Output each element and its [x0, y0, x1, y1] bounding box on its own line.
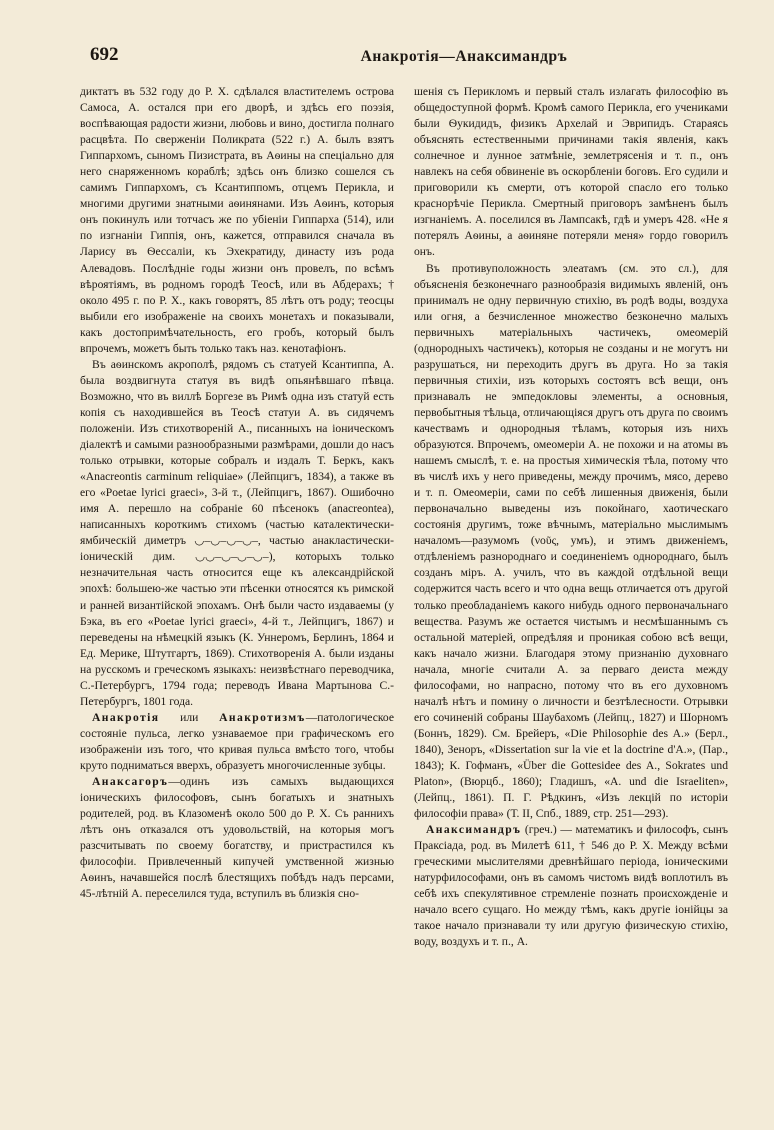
running-head: Анакротія—Анаксимандръ — [360, 48, 568, 65]
entry-anaxagoras — [80, 774, 394, 902]
entry-headword: Анаксагоръ — [92, 775, 169, 789]
anacreon-continuation: диктатъ въ 532 году до Р. Х. сдѣлался властителемъ острова Самоса, А. остался при его дворѣ, и здѣсь его поэзія, воспѣвающая радости жизни, любовь и вино, достигла полнаго расцвѣта. По сверженіи Поликрата (522 г.) А. былъ взятъ Гиппархомъ, сыномъ Пизистрата, въ Аѳины на спеціально для него снаряженномъ кораблѣ; здѣсь онъ близко сошелся съ самимъ Гиппархомъ, съ Ксантиппомъ, отцемъ Перикла, и многими другими знатными аѳинянами. Изъ Аѳинъ, которыя онъ покинулъ или тотчасъ же по убіеніи Гиппарха (514), или по изгнаніи Гиппія, онъ, кажется, отправился сначала въ Ларису въ Ѳессаліи, къ Эхекратиду, династу изъ рода Алевадовъ. Послѣдніе годы жизни онъ провелъ, по всѣмъ вѣроятіямъ, въ родномъ городѣ Теосѣ, или въ Абдерахъ; † около 495 г. по Р. Х., какъ говорятъ, 85 лѣтъ отъ роду; теосцы выбили его изображеніе на своихъ монетахъ и показывали, какъ достопримѣчательность, его гробъ, который былъ впрочемъ, можетъ быть только такъ наз. кенотафіонъ. — [80, 85, 394, 355]
right-column — [414, 84, 728, 951]
entry-body: (греч.) — математикъ и философъ, сынъ Праксіада, род. въ Милетѣ 611, † 546 до Р. Х. Между всѣми греческими мыслителями древнѣйшаго періода, іоническими натурфилософами, онъ въ самомъ чистомъ видѣ воплотилъ въ себѣ ихъ спекулятивное стремленіе познать происхожденіе и начало всего сущаго. Но между тѣмъ, какъ другіе іонійцы за такое начало признавали ту или другую физическую стихію, воду, воздухъ и т. п., А. — [414, 823, 728, 949]
entry-anaximander — [414, 822, 728, 950]
page-number: 692 — [90, 44, 119, 65]
left-column — [80, 84, 394, 951]
text-columns — [80, 84, 728, 951]
anacreon-statues-paragraph: Въ аѳинскомъ акрополѣ, рядомъ съ статуей Ксантиппа, А. была воздвигнута статуя въ видѣ опьянѣвшаго пѣвца. Возможно, что въ виллѣ Боргезе въ Римѣ одна изъ статуй есть копія съ находившейся въ Теосѣ статуи А. въ сидячемъ положеніи. Изъ стихотвореній А., писанныхъ на іоническомъ діалектѣ и самыми разнообразными размѣрами, дошли до насъ только отрывки, которые собралъ и издалъ Т. Беркъ, какъ «Anacreontis carminum reliquiae» (Лейпцигъ, 1834), а также въ его «Poetae lyrici graeci», 3-й т., (Лейпцигъ, 1867). Ошибочно имя А. перешло на собраніе 60 пѣсенокъ (anacreontea), написанныхъ короткимъ стихомъ (частью каталектически-ямбическій диметръ ◡–◡–◡–◡–, частью анакластически-іоническій дим. ◡◡–◡–◡–◡–), которыхъ только незначительная часть относится еще къ александрійской эпохѣ: большею-же частью эти пѣсенки относятся къ римской и ранней византійской эпохамъ. Онѣ были часто издаваемы (у Бэка, въ его «Poetae lyrici graeci», 4-й т., Лейпцигъ, 1867) и переведены на нѣмецкій языкъ (К. Уннеромъ, Берлинъ, 1864 и Ед. Мерике, Штутгартъ, 1869). Стихотворенія А. были изданы на русскомъ и греческомъ языкахъ: неизвѣстнаго переводчика, С.-Петербургъ, 1794 года; переводъ Ивана Мартынова С.-Петербургъ, 1801 года. — [80, 357, 394, 708]
anaxagoras-continuation: шенія съ Перикломъ и первый сталъ излагать философію въ общедоступной формѣ. Кромѣ самого Перикла, его учениками были Ѳукидидъ, физикъ Архелай и Эврипидъ. Стараясь объяснять естественными причинами такія явленія, какъ солнечное и лунное затмѣніе, землетрясенія и т. п., онъ навлекъ на себя обвиненіе въ оскорбленіи боговъ. Его судили и приговорили къ смерти, отъ которой спасло его только краснорѣчіе Перикла. Смертный приговоръ замѣненъ былъ изгнаніемъ. А. поселился въ Лампсакѣ, гдѣ и умеръ 428. «Не я потерялъ Аѳины, а аѳиняне потеряли меня» гордо говорилъ онъ. — [414, 85, 728, 259]
entry-anacrotia — [80, 710, 394, 774]
entry-headword-alt: Анакротизмъ — [219, 710, 306, 724]
entry-body: —одинъ изъ самыхъ выдающихся іоническихъ философовъ, сынъ богатыхъ и знатныхъ родителей, род. въ Клазоменѣ около 500 до Р. Х. Съ раннихъ лѣтъ онъ отказался отъ удовольствій, на которыя могъ разсчитывать по своему богатству, и пристрастился къ философіи. Привлеченный кипучей умственной жизнью Аѳинъ, начавшейся послѣ блестящихъ побѣдъ надъ персами, 45-лѣтній А. переселился туда, вступилъ въ близкія сно- — [80, 775, 394, 901]
entry-headword: Анакротія — [92, 710, 160, 724]
entry-body: —патологическое состояніе пульса, легко узнаваемое при графическомъ его изображеніи изъ того, что кривая пульса вмѣсто того, чтобы круто подниматься вверхъ, образуетъ многочисленные зубцы. — [80, 710, 394, 772]
anaxagoras-philosophy-paragraph: Въ противуположность элеатамъ (см. это сл.), для объясненія безконечнаго разнообразія видимыхъ явленій, онъ принималъ не одну первичную стихію, въ родѣ воды, воздуха или огня, а безчисленное множество безконечно малыхъ первичныхъ матеріальныхъ частичекъ, омеомерій (однородныхъ частичекъ), которыя не созданы и не могутъ ни разрушаться, ни переходить другъ въ друга. Но за такія первичныя стихіи, изъ которыхъ состоятъ всѣ вещи, онъ признавалъ не эмпедокловы элементы, а основныя, первобытныя тѣльца, отличающіяся другъ отъ друга по своимъ качествамъ и однородныя тѣламъ, которыя изъ нихъ образуются. Впрочемъ, омеомеріи А. не похожи и на атомы въ нашемъ смыслѣ, т. е. на простыя химическія тѣла, потому что въ числѣ ихъ у него приведены, между прочимъ, мясо, дерево и т. п. Омеомеріи, сами по себѣ лишенныя движенія, были первоначально выведены изъ покойнаго, хаотическаго состоянія другимъ, тоже вѣчнымъ, матеріально мыслимымъ началомъ—разумомъ (νοῦς, умъ), и этимъ движеніемъ, отдѣленіемъ разнороднаго и соединеніемъ однороднаго, былъ созданъ міръ. А. училъ, что въ каждой отдѣльной вещи содержится часть всего и что одна вещь отличается отъ другой только преобладаніемъ какого нибудь одного первоначальнаго вещества. Разумъ же остается чистымъ и несмѣшаннымъ съ остальной матеріей, опредѣляя и проникая собою всѣ вещи, какъ начало жизни. Благодаря этому признанію духовнаго начала, многіе считали А. за перваго деиста между философами, но напрасно, потому что въ его духовномъ началѣ нѣтъ и помину о личности и безтѣлесности. Отрывки его сочиненій собраны Шаубахомъ (Лейпц., 1827) и Шорномъ (Боннъ, 1829). См. Брейеръ, «Die Philosophie des A.» (Берл., 1840), Зеноръ, «Dissertation sur la vie et la doctrine d'A.», (Пар., 1843); К. Гофманъ, «Über die Gottesidee des A., Sokrates und Platon», (Вюрцб., 1860); Гладишъ, «A. und die Israeliten», (Лейпц., 1861). П. Г. Рѣдкинъ, «Изъ лекцій по исторіи философіи права» (Т. II, Спб., 1889, стр. 251—293). — [414, 261, 728, 821]
page-header — [80, 44, 728, 78]
entry-headword: Анаксимандръ — [426, 823, 522, 837]
entry-connector: или — [159, 710, 220, 724]
